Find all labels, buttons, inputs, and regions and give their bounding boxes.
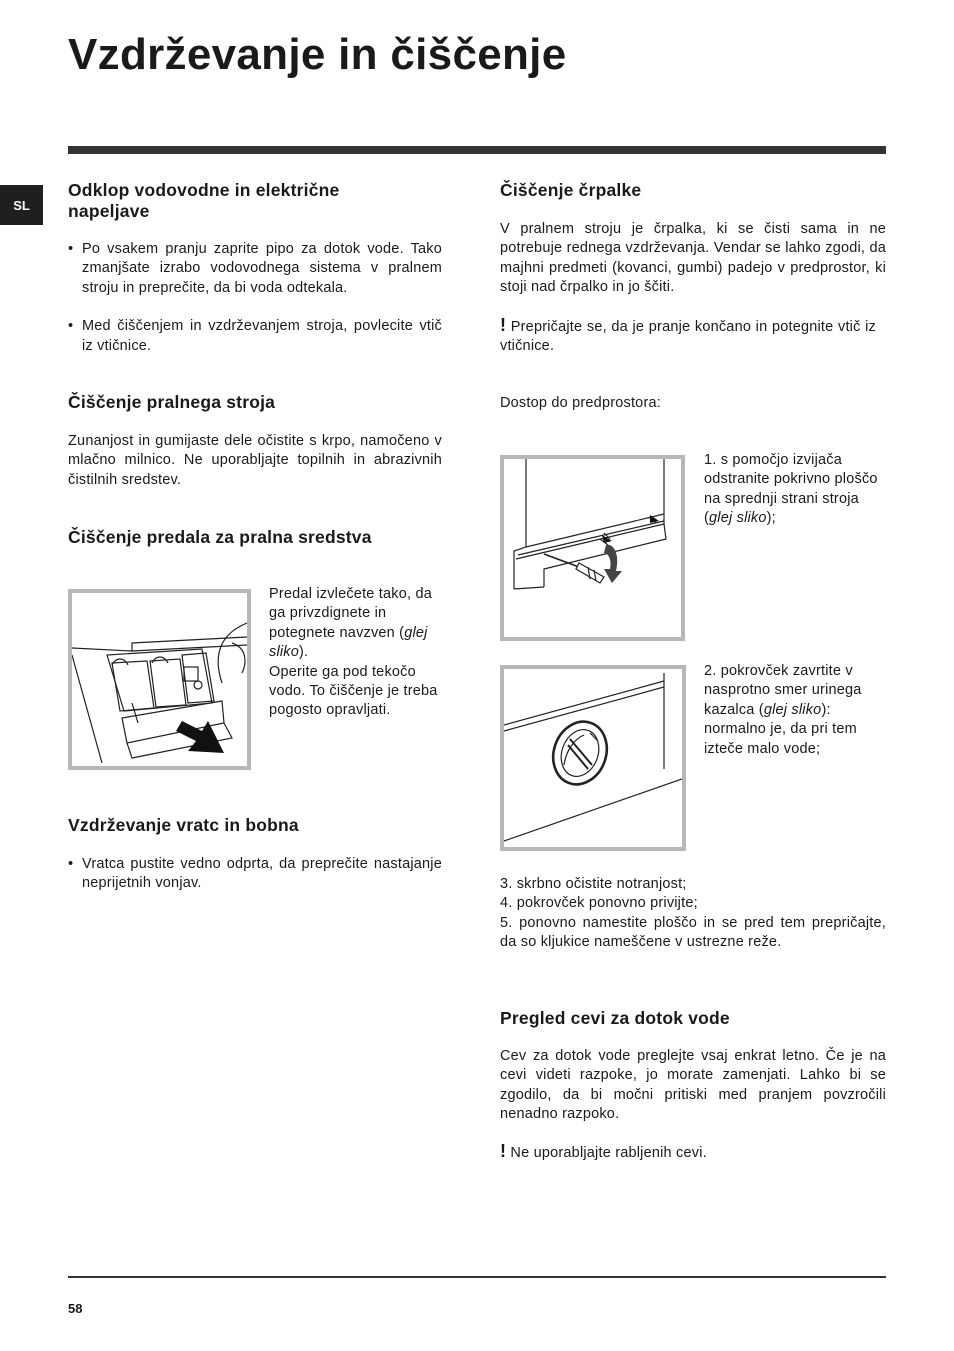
pump-warning (500, 316, 876, 357)
step2-text (704, 662, 888, 759)
list-item: • Po vsakem pranju zaprite pipo za dotok vode. Tako zmanjšate izrabo vodovodnega sistema v pralnem stroju in preprečite, da bi voda odtekala. (68, 240, 442, 298)
left-column (68, 0, 442, 1270)
remaining-steps (500, 875, 886, 953)
access-text: Dostop do predprostora: (500, 395, 661, 411)
heading-door-drum: Vzdrževanje vratc in bobna (68, 815, 299, 835)
pump-warning-text: Prepričajte se, da je pranje končano in potegnite vtič iz vtičnice. (500, 319, 876, 355)
drawer-text-c: Operite ga pod tekočo vodo. To čiščenje je treba pogosto opravljati. (269, 663, 438, 719)
cap-unscrew-figure (500, 665, 686, 851)
hose-warning-text: Ne uporabljajte rabljenih cevi. (506, 1145, 707, 1161)
step2-text-a: 2. pokrovček zavrtite v nasprotno smer urinega kazalca ( (704, 663, 862, 718)
warning-icon: ! (500, 315, 507, 335)
pump-intro-text: V pralnem stroju je črpalka, ki se čisti sama in ne potrebuje rednega vzdrževanja. Vendar se lahko zgodi, da majhni predmeti (kovanci, gumbi) padejo v predprostor, ki stoji nad črpalko in jo ščiti. (500, 221, 886, 296)
hose-warning (500, 1142, 886, 1163)
panel-removal-figure (500, 455, 685, 641)
step-item: 4. pokrovček ponovno privijte; (500, 895, 698, 912)
machine-cleaning-text: Zunanjost in gumijaste dele očistite s krpo, namočeno v mlačno milnico. Ne uporabljajte topilnih in abrazivnih čistilnih sredstev. (68, 433, 442, 488)
list-item: • Vratca pustite vedno odprta, da preprečite nastajanje neprijetnih vonjav. (68, 855, 442, 894)
step2-text-italic: glej sliko (763, 701, 822, 718)
pump-cap-illustration (504, 669, 682, 847)
step1-text-italic: glej sliko (709, 510, 767, 527)
drawer-text-a: Predal izvlečete tako, da ga privzdignete in potegnete navzven ( (269, 586, 432, 641)
drawer-figure (68, 589, 251, 770)
heading-hose-inspection: Pregled cevi za dotok vode (500, 1008, 730, 1028)
door-drum-list (68, 855, 442, 894)
drawer-text-italic: glej sliko (269, 624, 428, 661)
step2-text-b: ): normalno je, da pri tem izteče malo vode; (704, 701, 857, 757)
heading-drawer-cleaning: Čiščenje predala za pralna sredstva (68, 527, 372, 547)
heading-machine-cleaning: Čiščenje pralnega stroja (68, 392, 276, 412)
screwdriver-illustration (504, 459, 681, 637)
language-tab: SL (0, 185, 43, 225)
drawer-text-b: ). (299, 644, 309, 661)
list-item: • Med čiščenjem in vzdrževanjem stroja, povlecite vtič iz vtičnice. (68, 317, 442, 356)
step1-text-a: 1. s pomočjo izvijača odstranite pokrivno ploščo na sprednji strani stroja ( (704, 452, 878, 527)
drawer-instructions (269, 585, 445, 721)
drawer-illustration (72, 593, 247, 766)
page-title: Vzdrževanje in čiščenje (68, 30, 567, 79)
warning-icon: ! (500, 1141, 507, 1161)
right-column (500, 0, 886, 1270)
hose-inspection-text: Cev za dotok vode preglejte vsaj enkrat letno. Če je na cevi videti razpoke, jo morate zamenjati. Lahko bi se zgodilo, da bi močni pritiski med pranjem povzročili nenadno razpoko. (500, 1048, 886, 1123)
heading-pump-cleaning: Čiščenje črpalke (500, 180, 642, 200)
step-item: 3. skrbno očistite notranjost; (500, 876, 687, 892)
step1-text-b: ); (766, 510, 776, 527)
disconnect-list (68, 240, 442, 356)
page-number: 58 (68, 1301, 83, 1316)
step-item: 5. ponovno namestite ploščo in se pred tem prepričajte, da so kljukice nameščene v ustrezne reže. (500, 914, 886, 951)
heading-disconnect: Odklop vodovodne in električne napeljave (68, 180, 340, 221)
bottom-rule (68, 1276, 886, 1278)
step1-text (704, 451, 888, 529)
